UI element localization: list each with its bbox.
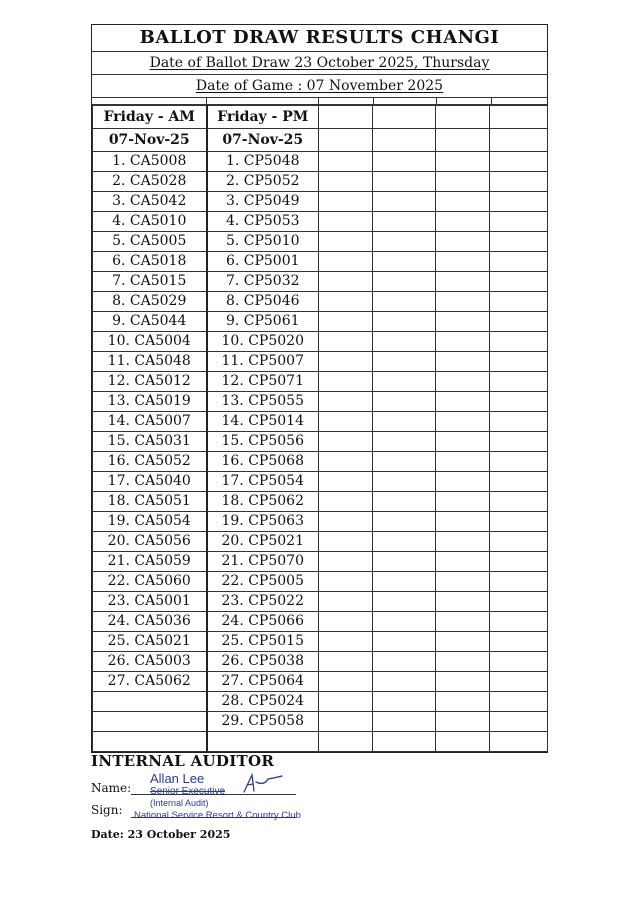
- empty-cell: [319, 572, 373, 592]
- empty-cell: [436, 232, 490, 252]
- empty-cell: [436, 352, 490, 372]
- audit-date: Date: 23 October 2025: [91, 828, 231, 841]
- empty-cell: [436, 672, 490, 692]
- empty-cell: [490, 252, 548, 272]
- empty-cell: [436, 412, 490, 432]
- empty-cell: [373, 106, 436, 129]
- pm-slot-cell: [207, 732, 319, 752]
- table-row: [93, 272, 548, 292]
- pm-date-header: 07-Nov-25: [207, 129, 319, 152]
- empty-cell: [373, 432, 436, 452]
- am-date-header: 07-Nov-25: [93, 129, 207, 152]
- table-row: [93, 712, 548, 732]
- pm-slot-cell: 27. CP5064: [207, 672, 319, 692]
- empty-cell: [373, 532, 436, 552]
- am-slot-cell: 10. CA5004: [93, 332, 207, 352]
- empty-cell: [436, 372, 490, 392]
- empty-cell: [373, 232, 436, 252]
- empty-cell: [373, 312, 436, 332]
- am-slot-cell: 6. CA5018: [93, 252, 207, 272]
- empty-cell: [319, 272, 373, 292]
- empty-cell: [436, 632, 490, 652]
- empty-cell: [436, 392, 490, 412]
- empty-cell: [490, 532, 548, 552]
- empty-cell: [319, 432, 373, 452]
- table-row: [93, 172, 548, 192]
- empty-cell: [436, 612, 490, 632]
- empty-cell: [436, 472, 490, 492]
- empty-cell: [436, 212, 490, 232]
- empty-cell: [319, 652, 373, 672]
- ballot-results-sheet: [91, 24, 548, 753]
- pm-slot-cell: 7. CP5032: [207, 272, 319, 292]
- empty-cell: [373, 129, 436, 152]
- empty-cell: [490, 652, 548, 672]
- empty-cell: [319, 372, 373, 392]
- pm-slot-cell: 18. CP5062: [207, 492, 319, 512]
- stamp-name: Allan Lee: [150, 771, 205, 786]
- am-slot-cell: 25. CA5021: [93, 632, 207, 652]
- table-row: [93, 292, 548, 312]
- table-row: [93, 352, 548, 372]
- pm-slot-cell: 5. CP5010: [207, 232, 319, 252]
- am-slot-cell: 12. CA5012: [93, 372, 207, 392]
- empty-cell: [490, 452, 548, 472]
- am-slot-cell: 7. CA5015: [93, 272, 207, 292]
- empty-cell: [436, 312, 490, 332]
- empty-cell: [319, 612, 373, 632]
- name-label: Name:: [91, 781, 132, 795]
- empty-cell: [436, 192, 490, 212]
- empty-cell: [319, 512, 373, 532]
- empty-cell: [319, 312, 373, 332]
- am-slot-cell: 9. CA5044: [93, 312, 207, 332]
- empty-cell: [490, 192, 548, 212]
- empty-cell: [319, 172, 373, 192]
- table-row: [93, 552, 548, 572]
- pm-slot-cell: 17. CP5054: [207, 472, 319, 492]
- pm-slot-cell: 13. CP5055: [207, 392, 319, 412]
- empty-cell: [319, 532, 373, 552]
- pm-slot-cell: 8. CP5046: [207, 292, 319, 312]
- empty-cell: [319, 212, 373, 232]
- empty-cell: [436, 452, 490, 472]
- pm-slot-cell: 1. CP5048: [207, 152, 319, 172]
- am-slot-cell: 27. CA5062: [93, 672, 207, 692]
- empty-cell: [373, 592, 436, 612]
- column-spacer: [92, 98, 547, 105]
- empty-cell: [319, 352, 373, 372]
- table-row: [93, 472, 548, 492]
- am-slot-cell: 5. CA5005: [93, 232, 207, 252]
- am-slot-cell: 24. CA5036: [93, 612, 207, 632]
- am-slot-cell: 16. CA5052: [93, 452, 207, 472]
- empty-cell: [490, 212, 548, 232]
- empty-cell: [490, 332, 548, 352]
- table-row: [93, 592, 548, 612]
- empty-cell: [373, 572, 436, 592]
- am-column-header: Friday - AM: [93, 106, 207, 129]
- pm-slot-cell: 22. CP5005: [207, 572, 319, 592]
- pm-slot-cell: 25. CP5015: [207, 632, 319, 652]
- empty-cell: [373, 732, 436, 752]
- empty-cell: [436, 712, 490, 732]
- empty-cell: [373, 652, 436, 672]
- pm-slot-cell: 11. CP5007: [207, 352, 319, 372]
- empty-cell: [373, 712, 436, 732]
- empty-cell: [373, 672, 436, 692]
- empty-cell: [373, 692, 436, 712]
- empty-cell: [319, 632, 373, 652]
- empty-cell: [436, 652, 490, 672]
- empty-cell: [490, 272, 548, 292]
- table-row: [93, 152, 548, 172]
- empty-cell: [319, 492, 373, 512]
- am-slot-cell: 1. CA5008: [93, 152, 207, 172]
- am-slot-cell: 22. CA5060: [93, 572, 207, 592]
- empty-cell: [319, 129, 373, 152]
- empty-cell: [319, 692, 373, 712]
- empty-cell: [373, 412, 436, 432]
- pm-slot-cell: 24. CP5066: [207, 612, 319, 632]
- stamp-organisation: National Service Resort & Country Club: [134, 810, 301, 821]
- table-row: [93, 632, 548, 652]
- pm-slot-cell: 6. CP5001: [207, 252, 319, 272]
- empty-cell: [373, 192, 436, 212]
- empty-cell: [319, 106, 373, 129]
- empty-cell: [436, 272, 490, 292]
- empty-cell: [490, 672, 548, 692]
- table-row: [93, 572, 548, 592]
- ballot-table: [92, 105, 548, 752]
- empty-cell: [490, 232, 548, 252]
- table-row: [93, 332, 548, 352]
- empty-cell: [373, 452, 436, 472]
- empty-cell: [436, 532, 490, 552]
- ballot-date: Date of Ballot Draw 23 October 2025, Thursday: [149, 55, 490, 71]
- empty-cell: [319, 592, 373, 612]
- empty-cell: [436, 512, 490, 532]
- table-row: [93, 512, 548, 532]
- table-row: [93, 252, 548, 272]
- empty-cell: [436, 492, 490, 512]
- empty-cell: [490, 292, 548, 312]
- table-row: [93, 452, 548, 472]
- table-row: [93, 692, 548, 712]
- am-slot-cell: 26. CA5003: [93, 652, 207, 672]
- empty-cell: [436, 129, 490, 152]
- empty-cell: [373, 332, 436, 352]
- table-row: [93, 612, 548, 632]
- empty-cell: [373, 172, 436, 192]
- empty-cell: [436, 106, 490, 129]
- empty-cell: [373, 552, 436, 572]
- table-row: [93, 652, 548, 672]
- empty-cell: [490, 552, 548, 572]
- table-row: [93, 532, 548, 552]
- empty-cell: [319, 332, 373, 352]
- empty-cell: [373, 352, 436, 372]
- empty-cell: [373, 632, 436, 652]
- empty-cell: [373, 152, 436, 172]
- empty-cell: [490, 472, 548, 492]
- empty-cell: [490, 492, 548, 512]
- am-slot-cell: 18. CA5051: [93, 492, 207, 512]
- pm-slot-cell: 16. CP5068: [207, 452, 319, 472]
- empty-cell: [319, 452, 373, 472]
- empty-cell: [490, 432, 548, 452]
- am-slot-cell: 2. CA5028: [93, 172, 207, 192]
- date-row: [93, 129, 548, 152]
- pm-slot-cell: 19. CP5063: [207, 512, 319, 532]
- empty-cell: [373, 472, 436, 492]
- empty-cell: [373, 272, 436, 292]
- empty-cell: [319, 252, 373, 272]
- empty-cell: [319, 552, 373, 572]
- sign-label: Sign:: [91, 803, 123, 817]
- empty-cell: [436, 572, 490, 592]
- table-row: [93, 312, 548, 332]
- game-date-row: [92, 75, 547, 98]
- signature-mark: [240, 772, 286, 796]
- am-slot-cell: [93, 712, 207, 732]
- empty-cell: [436, 432, 490, 452]
- empty-cell: [373, 372, 436, 392]
- stamp-role: Senior Executive: [150, 786, 226, 797]
- table-row: [93, 492, 548, 512]
- table-row: [93, 192, 548, 212]
- am-slot-cell: 15. CA5031: [93, 432, 207, 452]
- empty-cell: [490, 632, 548, 652]
- am-slot-cell: 20. CA5056: [93, 532, 207, 552]
- am-slot-cell: 19. CA5054: [93, 512, 207, 532]
- pm-slot-cell: 9. CP5061: [207, 312, 319, 332]
- am-slot-cell: 21. CA5059: [93, 552, 207, 572]
- am-slot-cell: 11. CA5048: [93, 352, 207, 372]
- empty-cell: [373, 212, 436, 232]
- am-slot-cell: [93, 732, 207, 752]
- am-slot-cell: 8. CA5029: [93, 292, 207, 312]
- empty-cell: [490, 612, 548, 632]
- am-slot-cell: [93, 692, 207, 712]
- empty-cell: [373, 392, 436, 412]
- table-row: [93, 392, 548, 412]
- empty-cell: [436, 152, 490, 172]
- empty-cell: [490, 512, 548, 532]
- am-slot-cell: 13. CA5019: [93, 392, 207, 412]
- am-slot-cell: 14. CA5007: [93, 412, 207, 432]
- pm-slot-cell: 3. CP5049: [207, 192, 319, 212]
- pm-slot-cell: 15. CP5056: [207, 432, 319, 452]
- pm-slot-cell: 20. CP5021: [207, 532, 319, 552]
- empty-cell: [436, 552, 490, 572]
- pm-slot-cell: 26. CP5038: [207, 652, 319, 672]
- ballot-date-row: [92, 52, 547, 75]
- header-row: [93, 106, 548, 129]
- empty-cell: [490, 592, 548, 612]
- table-row: [93, 432, 548, 452]
- empty-cell: [490, 129, 548, 152]
- empty-cell: [490, 172, 548, 192]
- am-slot-cell: 4. CA5010: [93, 212, 207, 232]
- auditor-section-title: INTERNAL AUDITOR: [91, 752, 275, 770]
- pm-slot-cell: 10. CP5020: [207, 332, 319, 352]
- empty-cell: [490, 312, 548, 332]
- empty-cell: [490, 152, 548, 172]
- am-slot-cell: 17. CA5040: [93, 472, 207, 492]
- empty-cell: [319, 192, 373, 212]
- table-row: [93, 232, 548, 252]
- empty-cell: [490, 412, 548, 432]
- pm-slot-cell: 2. CP5052: [207, 172, 319, 192]
- pm-column-header: Friday - PM: [207, 106, 319, 129]
- empty-cell: [490, 372, 548, 392]
- table-row: [93, 372, 548, 392]
- empty-cell: [373, 252, 436, 272]
- game-date: Date of Game : 07 November 2025: [195, 78, 444, 94]
- am-slot-cell: 23. CA5001: [93, 592, 207, 612]
- empty-cell: [319, 292, 373, 312]
- empty-cell: [436, 172, 490, 192]
- table-row: [93, 412, 548, 432]
- empty-cell: [373, 292, 436, 312]
- empty-cell: [373, 492, 436, 512]
- empty-cell: [319, 412, 373, 432]
- empty-cell: [319, 672, 373, 692]
- empty-cell: [319, 732, 373, 752]
- empty-cell: [490, 692, 548, 712]
- empty-cell: [373, 512, 436, 532]
- pm-slot-cell: 28. CP5024: [207, 692, 319, 712]
- table-row: [93, 212, 548, 232]
- empty-cell: [490, 712, 548, 732]
- empty-cell: [436, 692, 490, 712]
- pm-slot-cell: 14. CP5014: [207, 412, 319, 432]
- empty-cell: [319, 152, 373, 172]
- document-title: BALLOT DRAW RESULTS CHANGI: [92, 25, 547, 52]
- empty-cell: [490, 352, 548, 372]
- empty-cell: [436, 292, 490, 312]
- empty-cell: [319, 712, 373, 732]
- table-row: [93, 672, 548, 692]
- empty-cell: [319, 472, 373, 492]
- empty-cell: [490, 572, 548, 592]
- empty-cell: [436, 592, 490, 612]
- pm-slot-cell: 29. CP5058: [207, 712, 319, 732]
- empty-cell: [319, 392, 373, 412]
- empty-cell: [319, 232, 373, 252]
- pm-slot-cell: 21. CP5070: [207, 552, 319, 572]
- empty-cell: [490, 392, 548, 412]
- empty-cell: [436, 252, 490, 272]
- empty-cell: [373, 612, 436, 632]
- empty-cell: [490, 106, 548, 129]
- empty-cell: [490, 732, 548, 752]
- pm-slot-cell: 12. CP5071: [207, 372, 319, 392]
- table-row: [93, 732, 548, 752]
- pm-slot-cell: 23. CP5022: [207, 592, 319, 612]
- pm-slot-cell: 4. CP5053: [207, 212, 319, 232]
- empty-cell: [436, 732, 490, 752]
- am-slot-cell: 3. CA5042: [93, 192, 207, 212]
- stamp-department: (Internal Audit): [150, 798, 209, 808]
- empty-cell: [436, 332, 490, 352]
